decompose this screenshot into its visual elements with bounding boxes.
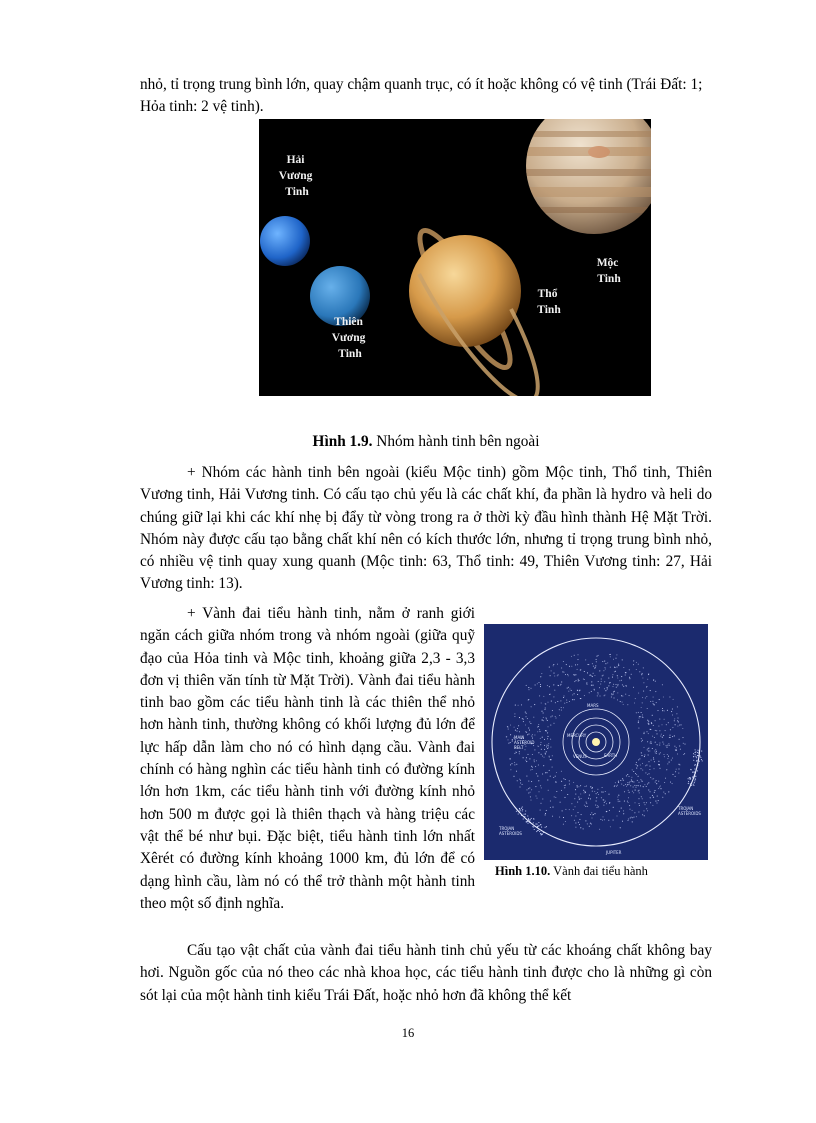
caption-text: Vành đai tiểu hành (550, 864, 648, 878)
label-trojan-right: TROJAN ASTEROIDS (678, 806, 701, 816)
caption-number: Hình 1.9. (312, 433, 373, 450)
label-jupiter-small: JUPITER (606, 850, 622, 855)
label-mars: MARS (587, 703, 599, 708)
label-neptune: Hải Vương Tinh (278, 154, 313, 198)
label-jupiter: Mộc Tinh (596, 257, 621, 285)
label-trojan-left: TROJAN ASTEROIDS (499, 826, 522, 836)
figure-caption-1-9 (140, 433, 712, 451)
paragraph-composition: Cấu tạo vật chất của vành đai tiểu hành tinh chủ yếu từ các khoáng chất không bay hơi. Nguồn gốc của nó theo các nhà khoa học, các tiểu hành tinh được cho là những gì còn sót lại của một hành tinh kiểu Trái Đất, hoặc nhỏ hơn đã không thể kết (140, 942, 712, 1004)
sun (592, 738, 600, 746)
page-number: 16 (401, 1026, 415, 1040)
label-saturn: Thổ Tinh (537, 288, 561, 316)
figure-asteroid-belt (484, 624, 708, 860)
label-earth: EARTH (604, 753, 618, 758)
label-main-belt: MAIN ASTEROID BELT (514, 735, 535, 750)
caption-text: Nhóm hành tinh bên ngoài (372, 433, 540, 450)
asteroid-belt-diagram (484, 624, 708, 860)
label-venus: VENUS (573, 754, 587, 759)
figure-outer-planets (259, 119, 651, 396)
label-uranus: Thiên Vương Tinh (331, 316, 366, 360)
figure-caption-1-10 (495, 864, 648, 879)
label-mercury: MERCURY (567, 733, 587, 738)
paragraph-asteroid-belt: + Vành đai tiểu hành tinh, nằm ở ranh giới ngăn cách giữa nhóm trong và nhóm ngoài (giữa quỹ đạo của Hỏa tinh và Mộc tinh, khoảng giữa 2,3 - 3,3 đơn vị thiên văn tính từ Mặt Trời). Vành đai tiểu hành tinh bao gồm các tiểu hành tinh là các thiên thể nhỏ hơn hành tinh, thường không có khối lượng đủ lớn để lực hấp dẫn làm cho nó có hình dạng cầu. Vành đai chính có hàng nghìn các tiểu hành tinh có đường kính lớn hơn 1km, các tiểu hành tinh với đường kính nhỏ hơn 500 m được gọi là thiên thạch và hàng triệu các vật thể bé như bụi. Đặc biệt, tiểu hành tinh lớn nhất Xêrét có đường kính khoảng 1000 km, đủ lớn để có dạng hình cầu, làm nó có thể trở thành một hành tinh theo một số định nghĩa. (140, 605, 475, 912)
caption-number: Hình 1.10. (495, 864, 551, 878)
outer-planets-image (259, 119, 651, 396)
paragraph-intro: nhỏ, tỉ trọng trung bình lớn, quay chậm quanh trục, có ít hoặc không có vệ tinh (Trái Đất: 1; Hỏa tinh: 2 vệ tinh). (140, 76, 703, 116)
paragraph-outer-planets: + Nhóm các hành tinh bên ngoài (kiểu Mộc tinh) gồm Mộc tinh, Thổ tinh, Thiên Vương tinh, Hải Vương tinh. Có cấu tạo chủ yếu là các chất khí, đa phần là hydro và heli do chúng giữ lại khi các khí nhẹ bị đẩy từ vòng trong ra ở thời kỳ đầu hình thành Hệ Mặt Trời. Nhóm này được cấu tạo bằng chất khí nên có kích thước lớn, nhưng tỉ trọng trung bình nhỏ, có nhiều vệ tinh quay xung quanh (Mộc tinh: 63, Thổ tinh: 49, Thiên Vương tinh: 27, Hải Vương tinh: 13). (140, 464, 712, 593)
neptune-planet (260, 216, 310, 266)
